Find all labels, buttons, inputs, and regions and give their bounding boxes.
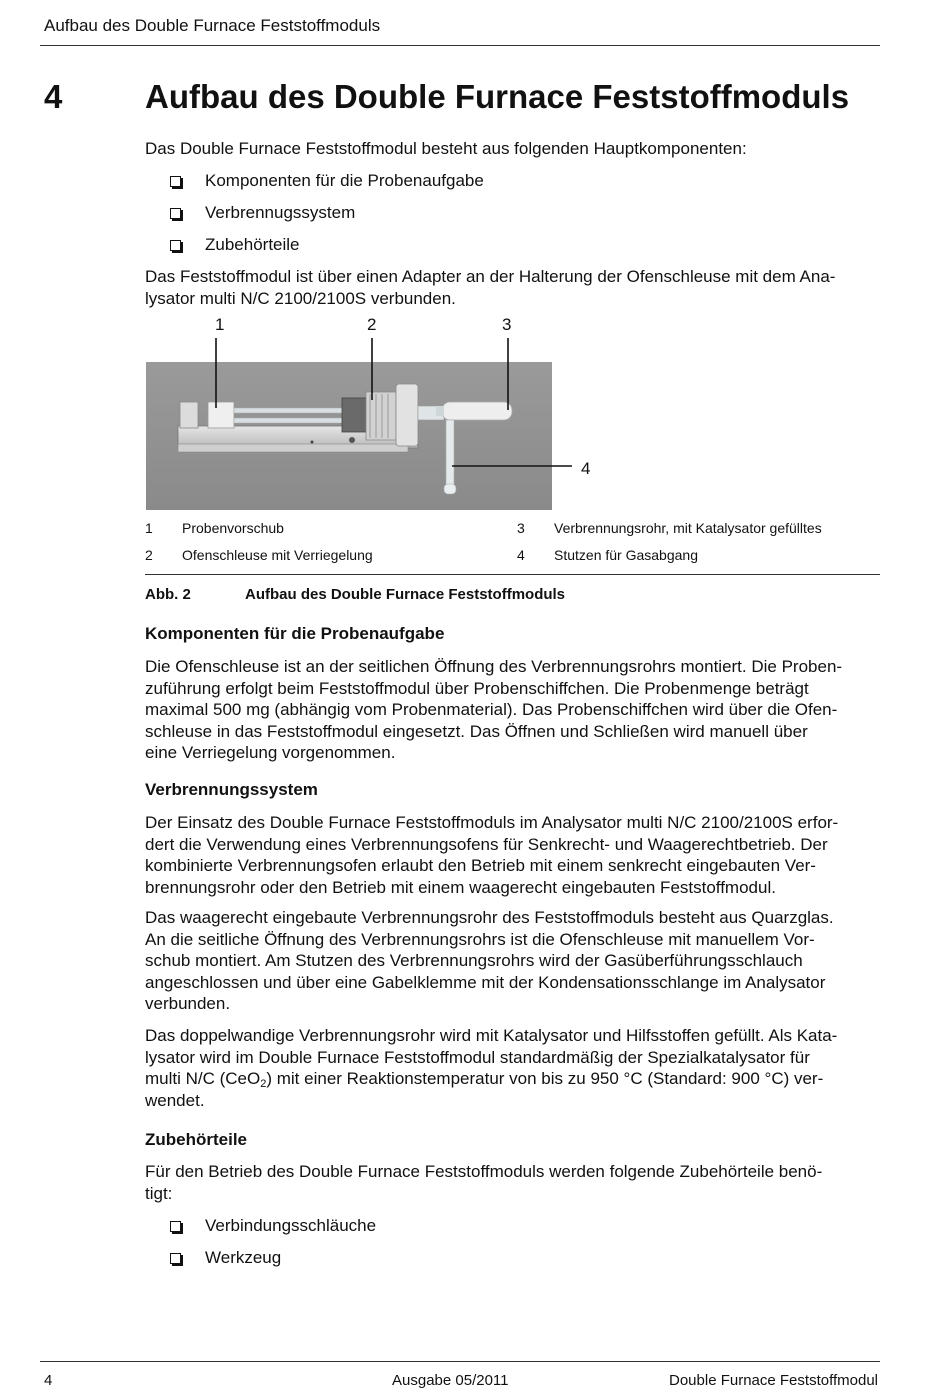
text-line: maximal 500 mg (abhängig vom Probenmaterial). Das Probenschiffchen wird über die Ofen- [145,700,838,720]
running-header: Aufbau des Double Furnace Feststoffmoduls [44,16,381,35]
text-line: lysator multi N/C 2100/2100S verbunden. [145,288,456,308]
subscript: 2 [260,1078,267,1091]
text-line: Der Einsatz des Double Furnace Feststoffmoduls im Analysator multi N/C 2100/2100S erfor- [145,813,839,832]
text-line: tigt: [145,1183,173,1203]
text-line: angeschlossen und über eine Gabelklemme mit der Kondensationsschlange im Analysator [145,972,826,992]
module-photo [146,336,596,512]
checkbox-bullet-icon [170,240,181,251]
verbrennung-paragraph-1 [145,812,875,898]
text-line: eine Verriegelung vorgenommen. [145,743,396,763]
text-line: Das waagerecht eingebaute Verbrennungsrohr des Feststoffmoduls besteht aus Quarzglas. [145,908,834,927]
legend-number: 2 [145,547,153,563]
checkbox-bullet-icon [170,176,181,187]
callout-3: 3 [502,315,512,334]
list-item-label: Verbindungsschläuche [205,1216,377,1235]
section-heading: Verbrennungssystem [145,780,318,799]
legend-number: 3 [517,520,525,536]
text-line: dert die Verwendung eines Verbrennungsofens für Senkrecht- und Waagerechtbetrieb. Der [145,834,828,854]
page-number: 4 [44,1372,53,1389]
list-item-label: Verbrennugssystem [205,203,356,222]
legend-number: 1 [145,520,153,536]
gas-outlet [446,420,454,490]
legend-label: Probenvorschub [182,520,284,536]
text-line [145,1068,875,1090]
verbrennung-paragraph-3 [145,1025,875,1111]
product-name: Double Furnace Feststoffmodul [669,1372,878,1389]
figure-caption-text: Aufbau des Double Furnace Feststoffmoduls [245,586,566,603]
combustion-tube [442,402,512,420]
footer-rule [40,1361,880,1362]
text-line: Das doppelwandige Verbrennungsrohr wird mit Katalysator und Hilfsstoffen gefüllt. Als Kata- [145,1026,838,1045]
list-item [170,234,300,256]
list-item [170,1247,281,1269]
text-line: schub montiert. Am Stutzen des Verbrennungsrohrs wird der Gasüberführungsschlauch [145,951,803,971]
text-line: brennungsrohr oder den Betrieb mit einem waagerecht eingebauten Feststoffmodul. [145,877,776,897]
callout-1: 1 [215,315,225,334]
figure-caption-label: Abb. 2 [145,586,191,603]
figure-rule [145,574,880,575]
section-heading: Komponenten für die Probenaufgabe [145,624,445,643]
callout-4: 4 [581,459,591,478]
legend-label: Ofenschleuse mit Verriegelung [182,547,373,563]
checkbox-bullet-icon [170,1221,181,1232]
zubehoer-paragraph [145,1161,875,1204]
intro-paragraph: Das Double Furnace Feststoffmodul besteht aus folgenden Hauptkomponenten: [145,139,747,158]
legend-label: Verbrennungsrohr, mit Katalysator gefülltes [554,520,822,536]
text-line: Für den Betrieb des Double Furnace Feststoffmoduls werden folgende Zubehörteile benö- [145,1162,823,1181]
checkbox-bullet-icon [170,1253,181,1264]
list-item [170,170,484,192]
text-fragment: ) mit einer Reaktionstemperatur von bis zu 950 °C (Standard: 900 °C) ver- [266,1069,824,1089]
list-item-label: Werkzeug [205,1248,282,1267]
chapter-title: Aufbau des Double Furnace Feststoffmoduls [145,78,850,115]
adapter-paragraph [145,266,875,309]
list-item [170,202,355,224]
list-item [170,1215,376,1237]
header-rule [40,45,880,46]
text-line: Das Feststoffmodul ist über einen Adapter an der Halterung der Ofenschleuse mit dem Ana- [145,267,836,286]
list-item-label: Komponenten für die Probenaufgabe [205,171,484,190]
section-heading: Zubehörteile [145,1130,248,1149]
text-line: kombinierte Verbrennungsofen erlaubt den Betrieb mit einem senkrecht eingebauten Ver- [145,856,816,876]
checkbox-bullet-icon [170,208,181,219]
chapter-number: 4 [44,78,63,115]
list-item-label: Zubehörteile [205,235,300,254]
text-line: verbunden. [145,994,231,1014]
text-line: lysator wird im Double Furnace Feststoffmodul standardmäßig der Spezialkatalysator für [145,1047,810,1067]
text-line: Die Ofenschleuse ist an der seitlichen Öffnung des Verbrennungsrohrs montiert. Die Proben- [145,657,843,676]
text-line: wendet. [145,1090,205,1110]
probenaufgabe-paragraph [145,656,875,764]
callout-2: 2 [367,315,377,334]
text-line: An die seitliche Öffnung des Verbrennungsrohrs ist die Ofenschleuse mit manuellem Vor- [145,929,815,949]
text-line: zuführung erfolgt beim Feststoffmodul über Probenschiffchen. Die Probenmenge beträgt [145,678,809,698]
legend-number: 4 [517,547,525,563]
text-line: schleuse in das Feststoffmodul eingesetzt. Das Öffnen und Schließen wird manuell über [145,721,808,741]
legend-label: Stutzen für Gasabgang [554,547,698,563]
feed-knob [208,402,234,428]
edition-label: Ausgabe 05/2011 [392,1372,509,1389]
text-fragment: multi N/C (CeO [145,1069,261,1089]
verbrennung-paragraph-2 [145,907,875,1015]
